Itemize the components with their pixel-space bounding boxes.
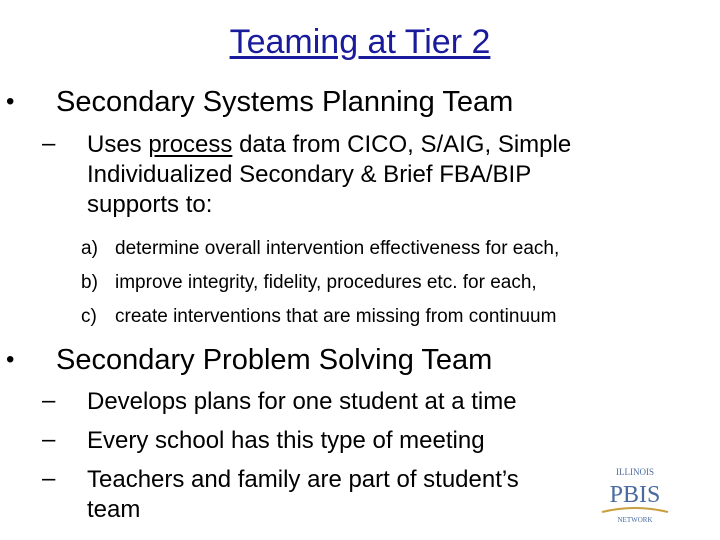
sub-text-line2: Individualized Secondary & Brief FBA/BIP bbox=[87, 161, 532, 188]
bullet-marker: • bbox=[6, 346, 15, 373]
ordered-text: improve integrity, fidelity, procedures etc. for each, bbox=[115, 272, 537, 293]
sub-item-teachers-family bbox=[87, 465, 647, 525]
dash-marker: – bbox=[42, 426, 56, 453]
logo-bottom-text: NETWORK bbox=[617, 516, 653, 524]
sub-item-develops-plans: Develops plans for one student at a time bbox=[87, 388, 517, 415]
ordered-marker: c) bbox=[81, 306, 97, 327]
underlined-word-process: process bbox=[148, 131, 233, 158]
illinois-pbis-network-logo bbox=[596, 464, 674, 524]
dash-marker: – bbox=[42, 465, 56, 492]
ordered-item-c bbox=[81, 302, 556, 332]
logo-swoosh bbox=[602, 508, 668, 512]
logo-top-text: ILLINOIS bbox=[616, 467, 654, 477]
slide-title: Teaming at Tier 2 bbox=[229, 23, 491, 61]
sub-item-process-data bbox=[87, 130, 647, 220]
dash-marker: – bbox=[42, 130, 56, 157]
ordered-text: determine overall intervention effectiveness for each, bbox=[115, 238, 560, 259]
sub-text-line1: Teachers and family are part of student’s bbox=[87, 466, 519, 493]
sub-text-line1: data from CICO, S/AIG, Simple bbox=[232, 131, 572, 158]
sub-text-line2: team bbox=[87, 496, 141, 523]
logo-mid-text: PBIS bbox=[609, 482, 661, 508]
ordered-marker: b) bbox=[81, 272, 98, 293]
ordered-text: create interventions that are missing from continuum bbox=[115, 306, 557, 327]
bullet-marker: • bbox=[6, 88, 15, 115]
sub-text-pre: Uses bbox=[87, 131, 149, 158]
sub-item-every-school: Every school has this type of meeting bbox=[87, 427, 485, 454]
ordered-item-a bbox=[81, 234, 559, 264]
dash-marker: – bbox=[42, 387, 56, 414]
bullet-problem-solving-team: Secondary Problem Solving Team bbox=[56, 344, 493, 376]
sub-text-line3: supports to: bbox=[87, 191, 213, 218]
ordered-item-b bbox=[81, 268, 537, 298]
bullet-systems-planning-team: Secondary Systems Planning Team bbox=[56, 86, 514, 118]
ordered-marker: a) bbox=[81, 238, 98, 259]
